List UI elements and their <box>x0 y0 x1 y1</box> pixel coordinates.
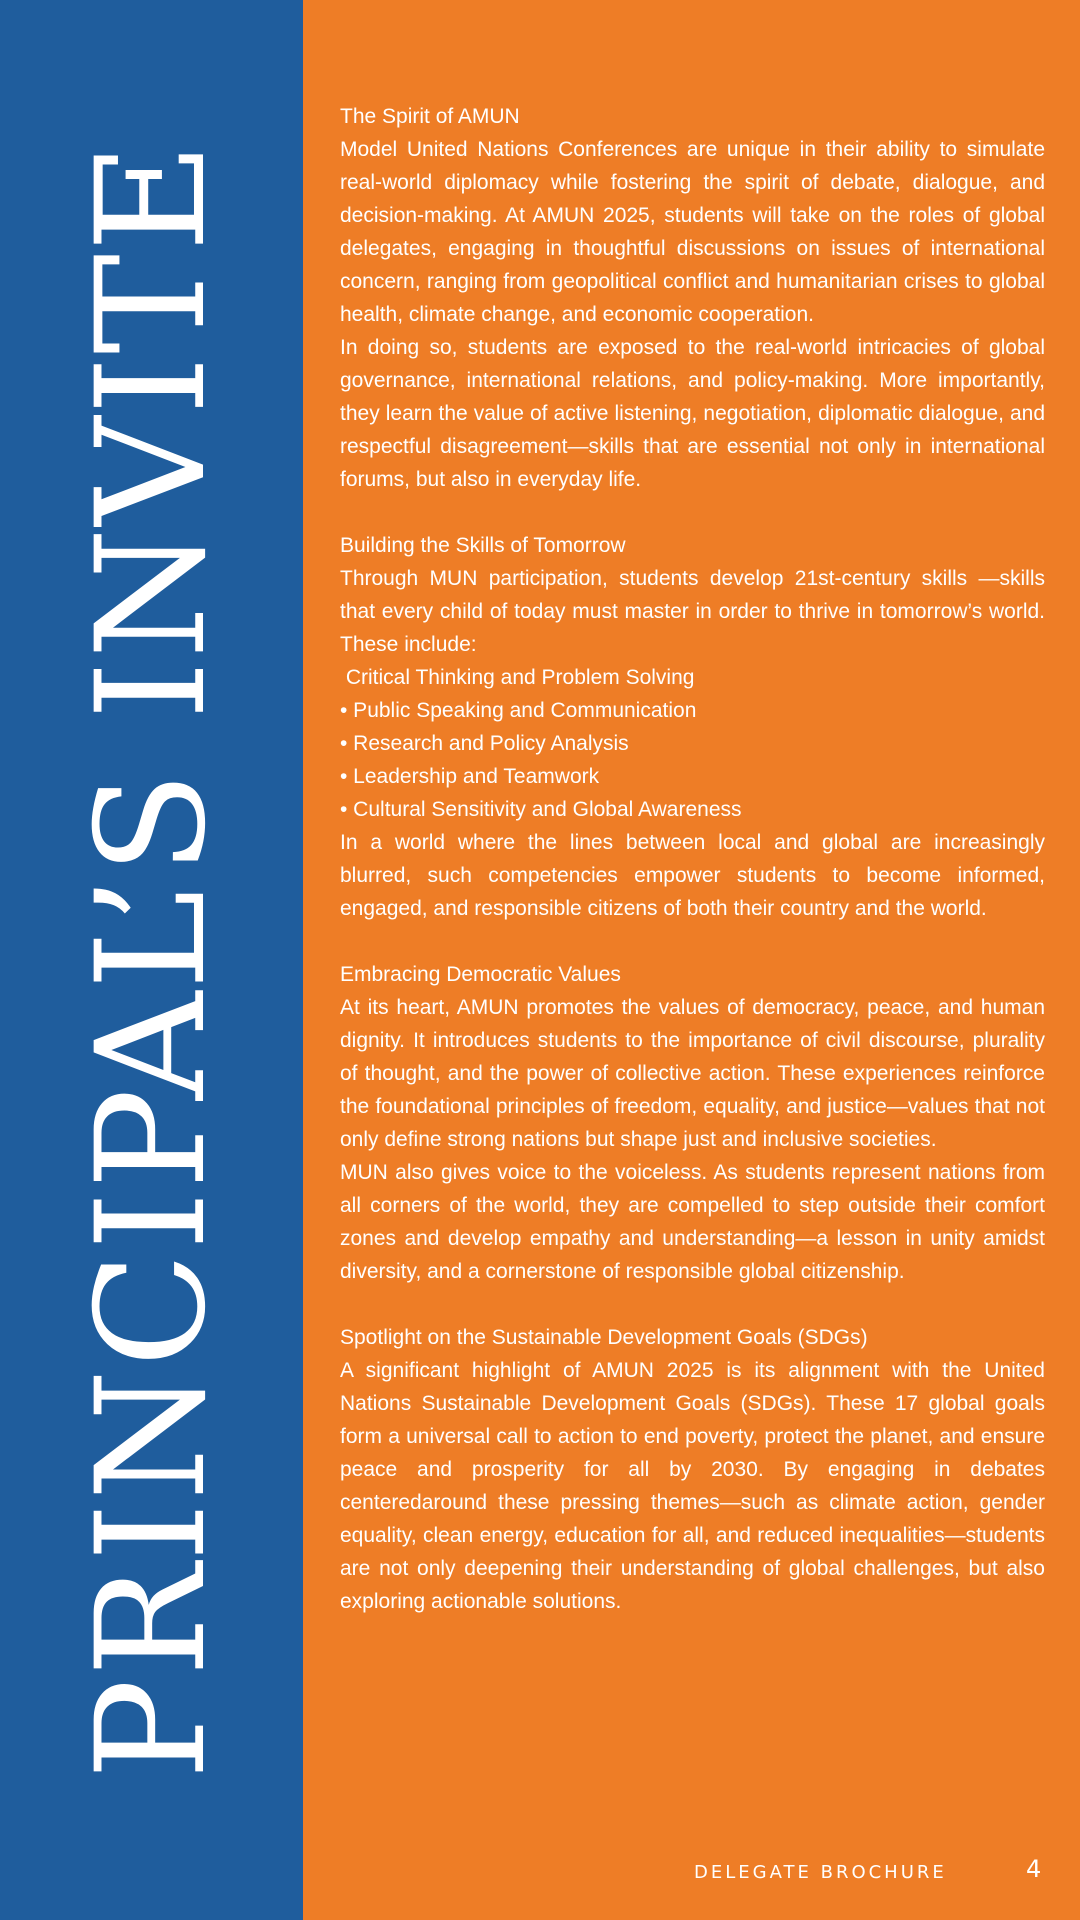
list-item: Critical Thinking and Problem Solving <box>340 666 695 689</box>
section-skills-of-tomorrow <box>340 529 1045 925</box>
list-item: • Research and Policy Analysis <box>340 732 629 755</box>
paragraph: MUN also gives voice to the voiceless. As students represent nations from all corners of the world, they are compelled to step outside their comfort zones and develop empathy and understanding—a lesson in unity amidst diversity, and a cornerstone of responsible global citizenship. <box>340 1161 1045 1283</box>
page-number: 4 <box>1026 1855 1042 1883</box>
section-democratic-values <box>340 958 1045 1288</box>
page-title: PRINCIPAL’S INVITE <box>65 140 239 1780</box>
section-heading: Spotlight on the Sustainable Development Goals (SDGs) <box>340 1326 868 1349</box>
paragraph: In doing so, students are exposed to the real-world intricacies of global governance, international relations, and policy-making. More importantly, they learn the value of active listening, negotiation, diplomatic dialogue, and respectful disagreement—skills that are essential not only in international forums, but also in everyday life. <box>340 336 1045 491</box>
section-heading: Building the Skills of Tomorrow <box>340 534 626 557</box>
main-content <box>340 100 1045 1651</box>
sidebar-panel <box>0 0 303 1920</box>
section-heading: Embracing Democratic Values <box>340 963 621 986</box>
section-spirit-of-amun <box>340 100 1045 496</box>
paragraph: At its heart, AMUN promotes the values of democracy, peace, and human dignity. It introduces students to the importance of civil discourse, plurality of thought, and the power of collective action. These experiences reinforce the foundational principles of freedom, equality, and justice—values that not only define strong nations but shape just and inclusive societies. <box>340 996 1045 1151</box>
list-item: • Leadership and Teamwork <box>340 765 600 788</box>
list-item: • Cultural Sensitivity and Global Awareness <box>340 798 742 821</box>
list-item: • Public Speaking and Communication <box>340 699 697 722</box>
section-heading: The Spirit of AMUN <box>340 105 520 128</box>
paragraph: Model United Nations Conferences are unique in their ability to simulate real-world diplomacy while fostering the spirit of debate, dialogue, and decision-making. At AMUN 2025, students will take on the roles of global delegates, engaging in thoughtful discussions on issues of international concern, ranging from geopolitical conflict and humanitarian crises to global health, climate change, and economic cooperation. <box>340 138 1045 326</box>
footer-label: DELEGATE BROCHURE <box>694 1862 947 1883</box>
paragraph: Through MUN participation, students develop 21st-century skills —skills that every child of today must master in order to thrive in tomorrow’s world. These include: <box>340 567 1045 656</box>
paragraph: A significant highlight of AMUN 2025 is its alignment with the United Nations Sustainable Development Goals (SDGs). These 17 global goals form a universal call to action to end poverty, protect the planet, and ensure peace and prosperity for all by 2030. By engaging in debates centeredaround these pressing themes—such as climate action, gender equality, clean energy, education for all, and reduced inequalities—students are not only deepening their understanding of global challenges, but also exploring actionable solutions. <box>340 1359 1045 1613</box>
skills-list <box>340 661 1045 826</box>
paragraph: In a world where the lines between local and global are increasingly blurred, such competencies empower students to become informed, engaged, and responsible citizens of both their country and the world. <box>340 831 1045 920</box>
section-sdgs <box>340 1321 1045 1618</box>
